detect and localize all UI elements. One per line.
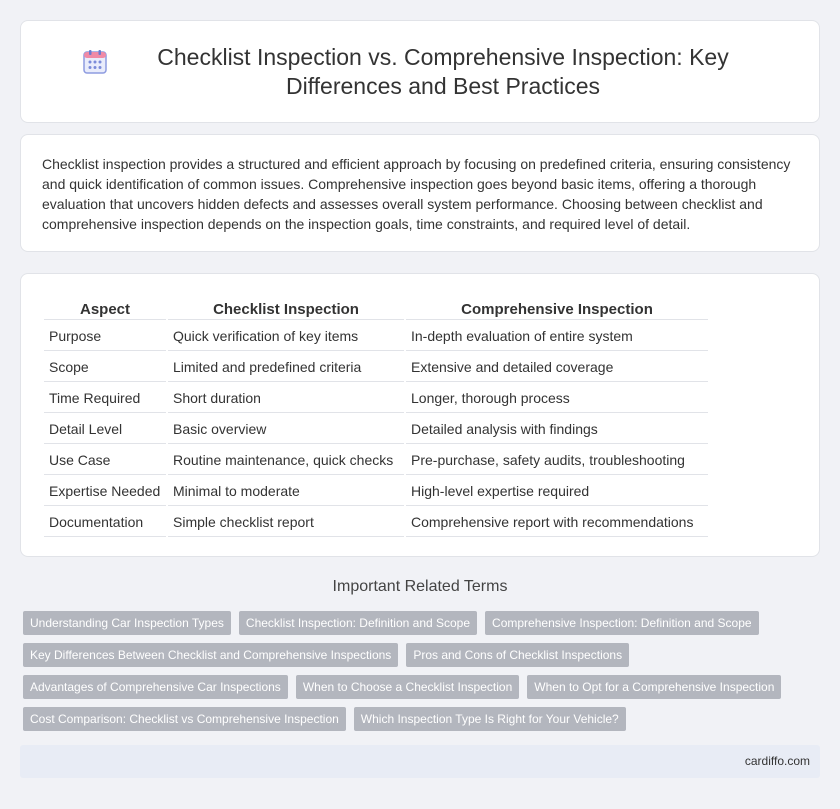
- cell-checklist: Basic overview: [168, 415, 404, 444]
- related-tag[interactable]: When to Opt for a Comprehensive Inspection: [527, 675, 781, 699]
- cell-checklist: Simple checklist report: [168, 508, 404, 537]
- related-terms-title: Important Related Terms: [332, 578, 508, 595]
- related-tag[interactable]: Pros and Cons of Checklist Inspections: [406, 643, 629, 667]
- intro-text: Checklist inspection provides a structured and efficient approach by focusing on predefined criteria, ensuring consistency and quick identification of common issues. Comprehensive inspection goes beyond basic items, offering a thorough evaluation that uncovers hidden defects and assesses overall system performance. Choosing between checklist and comprehensive inspection depends on the inspection goals, time constraints, and required level of detail.: [42, 156, 791, 232]
- cell-checklist: Short duration: [168, 384, 404, 413]
- table-row: [44, 415, 708, 444]
- header-comprehensive: Comprehensive Inspection: [406, 298, 708, 320]
- related-tag[interactable]: Cost Comparison: Checklist vs Comprehensive Inspection: [23, 707, 346, 731]
- cell-comprehensive: Extensive and detailed coverage: [406, 353, 708, 382]
- cell-checklist: Routine maintenance, quick checks: [168, 446, 404, 475]
- cell-comprehensive: Comprehensive report with recommendations: [406, 508, 708, 537]
- comparison-table: [42, 296, 710, 539]
- table-row: [44, 322, 708, 351]
- cell-aspect: Detail Level: [44, 415, 166, 444]
- related-tag[interactable]: Checklist Inspection: Definition and Scope: [239, 611, 477, 635]
- table-row: [44, 353, 708, 382]
- cell-aspect: Use Case: [44, 446, 166, 475]
- table-row: [44, 508, 708, 537]
- related-tag[interactable]: Which Inspection Type Is Right for Your Vehicle?: [354, 707, 626, 731]
- table-row: [44, 477, 708, 506]
- page-title: Checklist Inspection vs. Comprehensive Inspection: Key Differences and Best Practices: [157, 43, 729, 99]
- cell-checklist: Minimal to moderate: [168, 477, 404, 506]
- cell-checklist: Quick verification of key items: [168, 322, 404, 351]
- title-wrap: [21, 43, 819, 101]
- cell-aspect: Expertise Needed: [44, 477, 166, 506]
- cell-aspect: Documentation: [44, 508, 166, 537]
- cell-checklist: Limited and predefined criteria: [168, 353, 404, 382]
- cell-comprehensive: Detailed analysis with findings: [406, 415, 708, 444]
- cell-comprehensive: High-level expertise required: [406, 477, 708, 506]
- header-checklist: Checklist Inspection: [168, 298, 404, 320]
- related-tag[interactable]: Comprehensive Inspection: Definition and Scope: [485, 611, 759, 635]
- related-tag[interactable]: Key Differences Between Checklist and Comprehensive Inspections: [23, 643, 398, 667]
- cell-aspect: Scope: [44, 353, 166, 382]
- related-tag[interactable]: Understanding Car Inspection Types: [23, 611, 231, 635]
- table-row: [44, 446, 708, 475]
- related-tag[interactable]: When to Choose a Checklist Inspection: [296, 675, 519, 699]
- table-header-row: [44, 298, 708, 320]
- cell-comprehensive: Longer, thorough process: [406, 384, 708, 413]
- comparison-card: [20, 273, 820, 557]
- footer: [20, 745, 820, 778]
- table-row: [44, 384, 708, 413]
- related-tags: [23, 611, 823, 739]
- intro-card: [20, 134, 820, 252]
- cell-aspect: Time Required: [44, 384, 166, 413]
- footer-site-link[interactable]: cardiffo.com: [744, 754, 810, 768]
- cell-comprehensive: In-depth evaluation of entire system: [406, 322, 708, 351]
- related-tag[interactable]: Advantages of Comprehensive Car Inspections: [23, 675, 288, 699]
- cell-comprehensive: Pre-purchase, safety audits, troubleshooting: [406, 446, 708, 475]
- cell-aspect: Purpose: [44, 322, 166, 351]
- header-aspect: Aspect: [44, 298, 166, 320]
- calendar-icon: [82, 49, 108, 75]
- title-card: [20, 20, 820, 123]
